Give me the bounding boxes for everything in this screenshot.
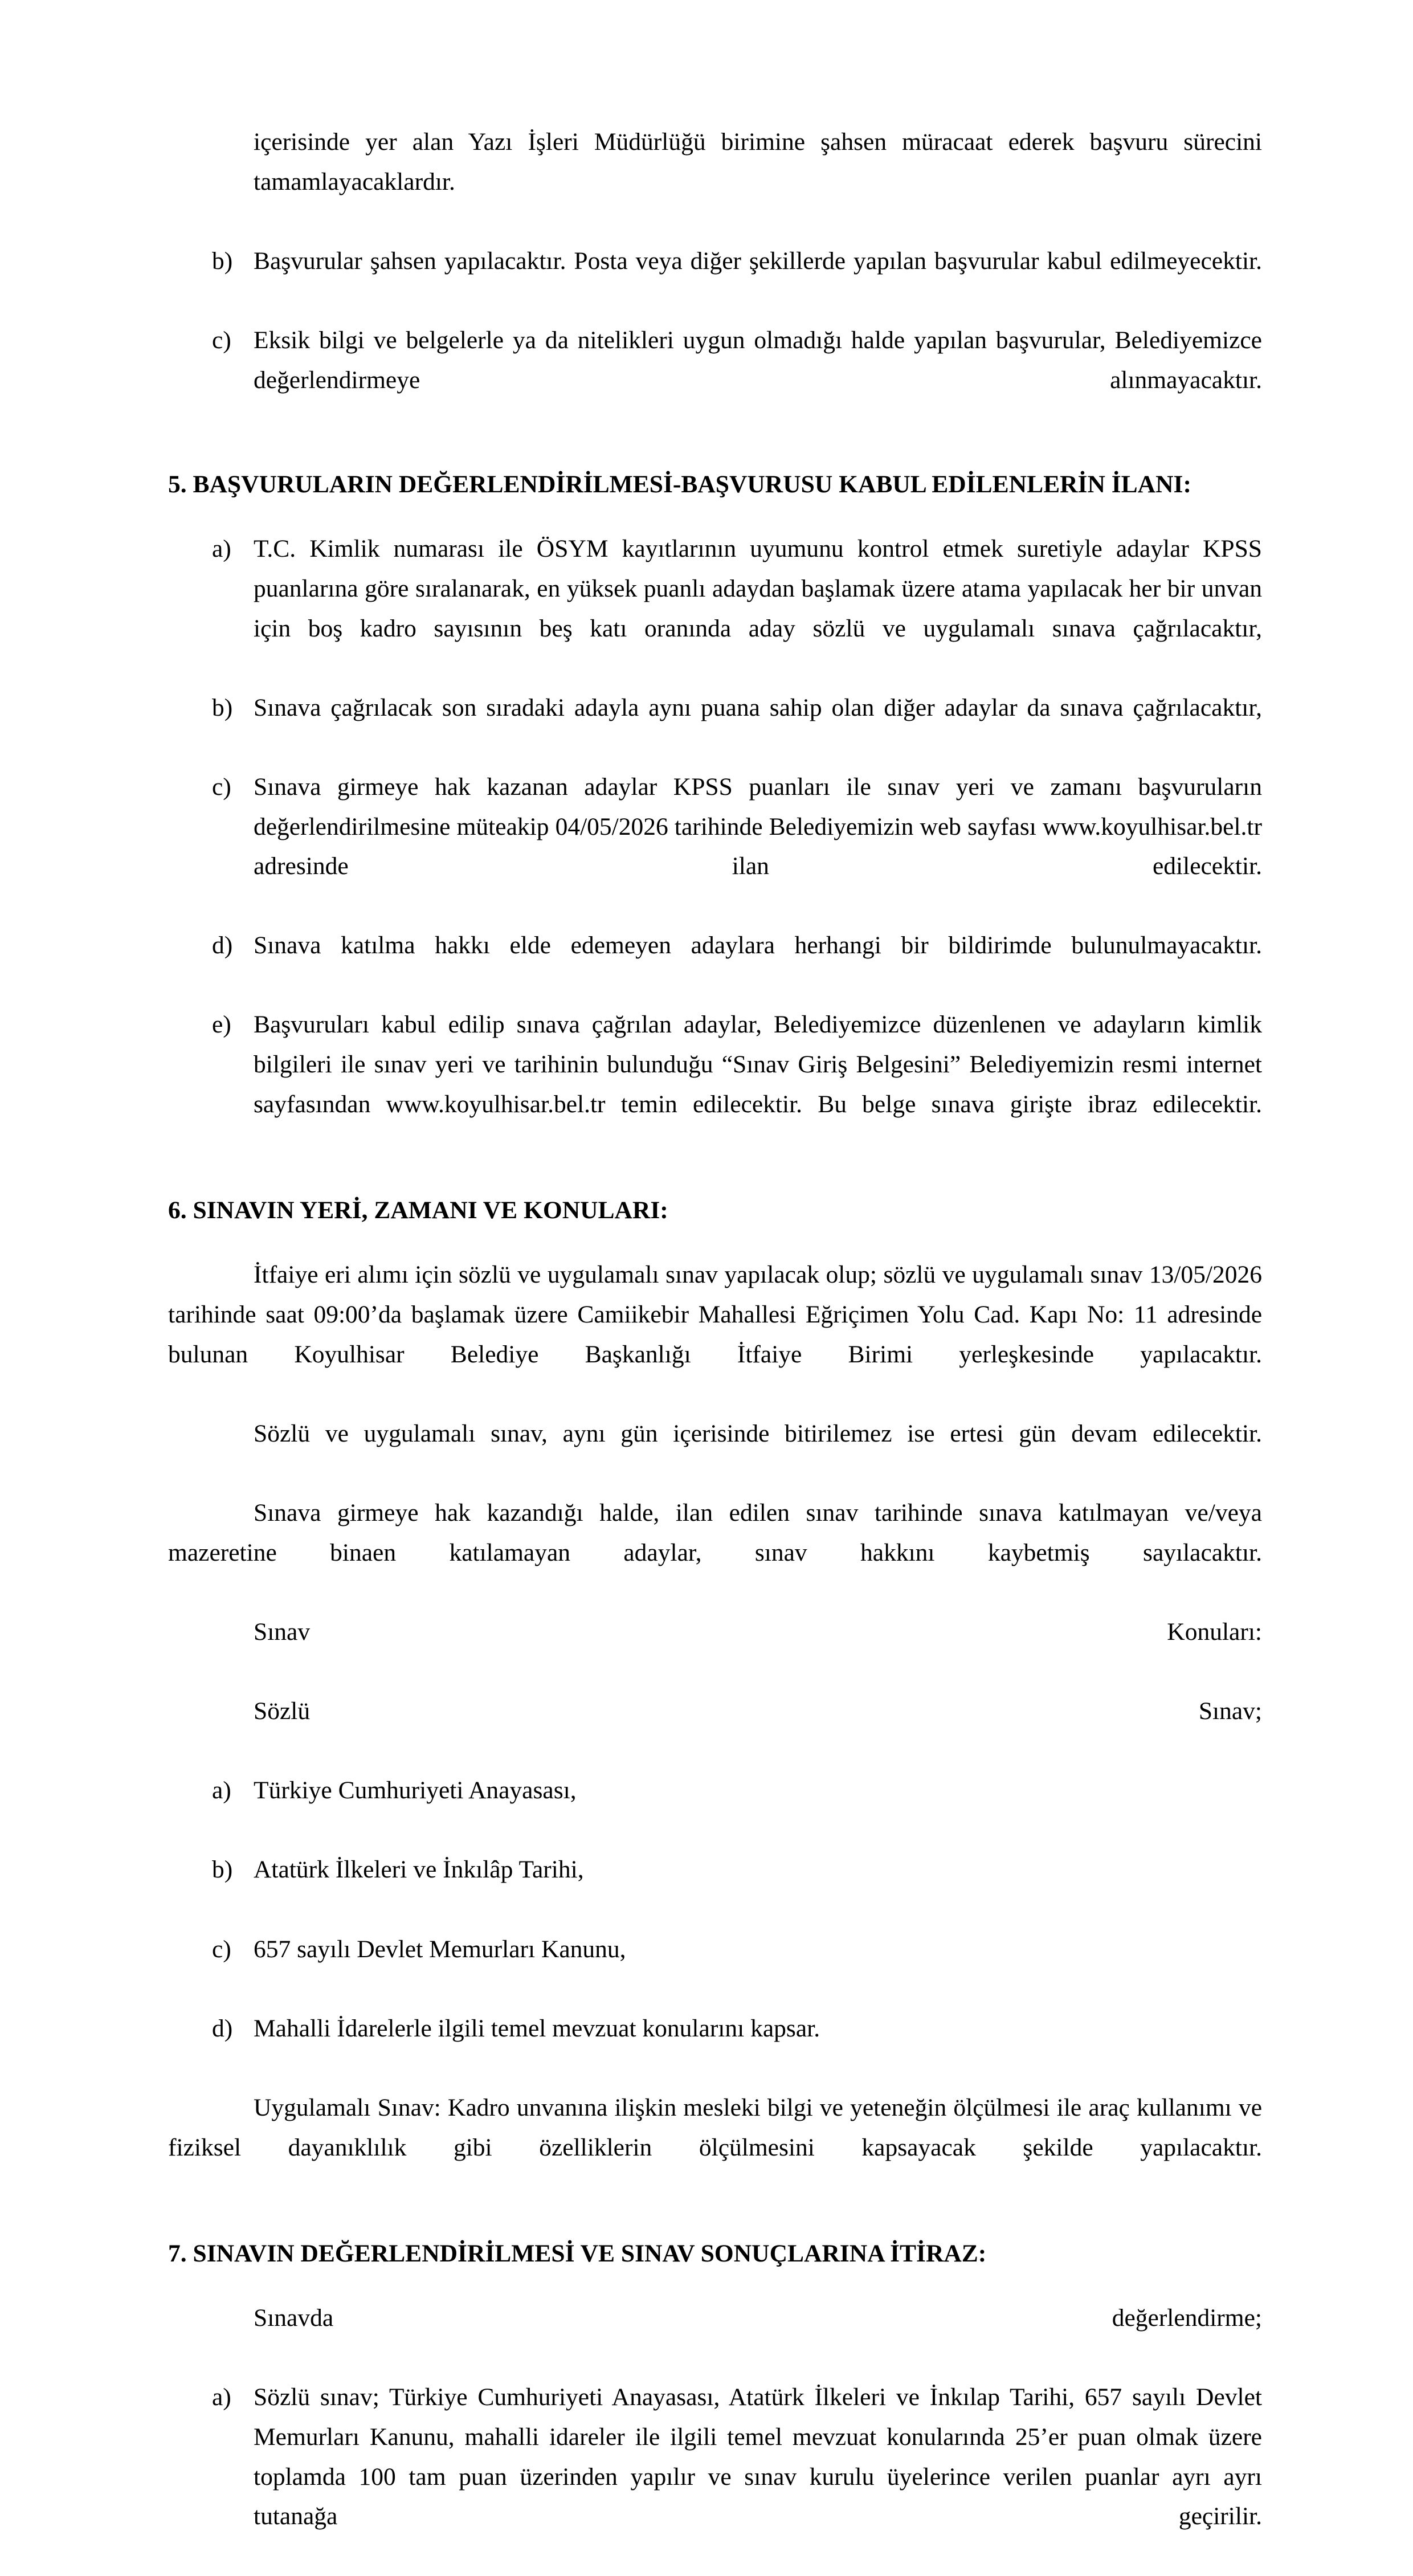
list-marker: a) <box>212 535 231 563</box>
list-marker: c) <box>212 1935 231 1963</box>
continued-paragraph: içerisinde yer alan Yazı İşleri Müdürlüğü birimine şahsen müracaat ederek başvuru sürecini tamamlayacaklardır. <box>254 128 1262 195</box>
section-6-paragraph-1: İtfaiye eri alımı için sözlü ve uygulamalı sınav yapılacak olup; sözlü ve uygulamalı sınav 13/05/2026 tarihinde saat 09:00’da başlamak üzere Camiikebir Mahallesi Eğriçimen Yolu Cad. Kapı No: 11 adresinde bulunan Koyulhisar Belediye Başkanlığı İtfaiye Birimi yerleşkesinde yapılacaktır. <box>168 1261 1262 1368</box>
list-item-text: Sınava katılma hakkı elde edemeyen adaylara herhangi bir bildirimde bulunulmayacaktır. <box>254 932 1262 960</box>
list-marker: a) <box>212 1777 231 1805</box>
page-content <box>168 123 1262 2576</box>
application-rules-list <box>168 242 1262 440</box>
spacer <box>168 1230 1262 1255</box>
spacer <box>168 2273 1262 2299</box>
list-item <box>168 1005 1262 1164</box>
spacer <box>168 2207 1262 2234</box>
list-item <box>168 242 1262 321</box>
list-item <box>168 1930 1262 2009</box>
list-marker: d) <box>212 2014 233 2042</box>
list-item-text: Başvuruları kabul edilip sınava çağrılan adaylar, Belediyemizce düzenlenen ve adayların kimlik bilgileri ile sınav yeri ve tarihinin bulunduğu “Sınav Giriş Belgesini” Belediyemizin resmi internet sayfasından www.koyulhisar.bel.tr temin edilecektir. Bu belge sınava girişte ibraz edilecektir. <box>254 1011 1262 1118</box>
practical-exam-paragraph: Uygulamalı Sınav: Kadro unvanına ilişkin mesleki bilgi ve yeteneğin ölçülmesi ile araç kullanımı ve fiziksel dayanıklılık gibi özelliklerin ölçülmesini kapsayacak şekilde yapılacaktır. <box>168 2093 1262 2161</box>
list-item <box>168 2009 1262 2088</box>
list-marker: b) <box>212 693 233 721</box>
list-marker: a) <box>212 2383 231 2411</box>
list-item <box>168 2378 1262 2576</box>
list-item <box>168 1850 1262 1929</box>
section-5-heading: 5. BAŞVURULARIN DEĞERLENDİRİLMESİ-BAŞVURUSU KABUL EDİLENLERİN İLANI: <box>168 470 1191 498</box>
exam-topics-list <box>168 1771 1262 2088</box>
list-marker: e) <box>212 1011 231 1039</box>
list-item <box>168 321 1262 440</box>
section-7-list <box>168 2378 1262 2576</box>
list-marker: c) <box>212 773 231 801</box>
list-item <box>168 768 1262 926</box>
list-item-text: Sözlü sınav; Türkiye Cumhuriyeti Anayasası, Atatürk İlkeleri ve İnkılap Tarihi, 657 sayılı Devlet Memurları Kanunu, mahalli idareler ile ilgili temel mevzuat konularında 25’er puan olmak üzere toplamda 100 tam puan üzerinden yapılır ve sınav kurulu üyelerince verilen puanlar ayrı ayrı tutanağa geçirilir. <box>254 2383 1262 2530</box>
section-7-intro: Sınavda değerlendirme; <box>254 2304 1262 2332</box>
spacer <box>168 1164 1262 1191</box>
list-marker: c) <box>212 326 231 354</box>
list-item-text: Eksik bilgi ve belgelerle ya da nitelikleri uygun olmadığı halde yapılan başvurular, Belediyemizce değerlendirmeye alınmayacaktır. <box>254 326 1262 394</box>
section-6-paragraph-2: Sözlü ve uygulamalı sınav, aynı gün içerisinde bitirilemez ise ertesi gün devam edilecektir. <box>254 1419 1262 1447</box>
list-item-text: Atatürk İlkeleri ve İnkılâp Tarihi, <box>254 1856 584 1884</box>
list-marker: d) <box>212 932 233 960</box>
spacer <box>168 440 1262 465</box>
section-7-heading: 7. SINAVIN DEĞERLENDİRİLMESİ VE SINAV SONUÇLARINA İTİRAZ: <box>168 2239 987 2267</box>
list-item <box>168 926 1262 1005</box>
section-5-list <box>168 529 1262 1164</box>
exam-topics-label: Sınav Konuları: <box>254 1618 1262 1646</box>
list-item <box>168 1771 1262 1850</box>
section-6-paragraph-3: Sınava girmeye hak kazandığı halde, ilan edilen sınav tarihinde sınava katılmayan ve/veya mazeretine binaen katılamayan adaylar, sınav hakkını kaybetmiş sayılacaktır. <box>168 1499 1262 1566</box>
list-item-text: Sınava çağrılacak son sıradaki adayla aynı puana sahip olan diğer adaylar da sınava çağrılacaktır, <box>254 693 1262 721</box>
list-item-text: 657 sayılı Devlet Memurları Kanunu, <box>254 1935 626 1963</box>
list-item-text: Mahalli İdarelerle ilgili temel mevzuat konularını kapsar. <box>254 2014 820 2042</box>
list-item-text: T.C. Kimlik numarası ile ÖSYM kayıtlarının uyumunu kontrol etmek suretiyle adaylar KPSS puanlarına göre sıralanarak, en yüksek puanlı adaydan başlamak üzere atama yapılacak her bir unvan için boş kadro sayısının beş katı oranında aday sözlü ve uygulamalı sınava çağrılacaktır, <box>254 535 1262 642</box>
section-6-heading: 6. SINAVIN YERİ, ZAMANI VE KONULARI: <box>168 1196 668 1224</box>
spacer <box>168 504 1262 529</box>
list-item-text: Başvurular şahsen yapılacaktır. Posta veya diğer şekillerde yapılan başvurular kabul edilmeyecektir. <box>254 247 1262 275</box>
oral-exam-label: Sözlü Sınav; <box>254 1697 1262 1725</box>
list-marker: b) <box>212 1856 233 1884</box>
list-marker: b) <box>212 247 233 275</box>
list-item <box>168 688 1262 768</box>
list-item-text: Sınava girmeye hak kazanan adaylar KPSS puanları ile sınav yeri ve zamanı başvuruların değerlendirilmesine müteakip 04/05/2026 tarihinde Belediyemizin web sayfası www.koyulhisar.bel.tr adresinde ilan edilecektir. <box>254 773 1262 880</box>
list-item-text: Türkiye Cumhuriyeti Anayasası, <box>254 1777 577 1805</box>
list-item <box>168 529 1262 688</box>
